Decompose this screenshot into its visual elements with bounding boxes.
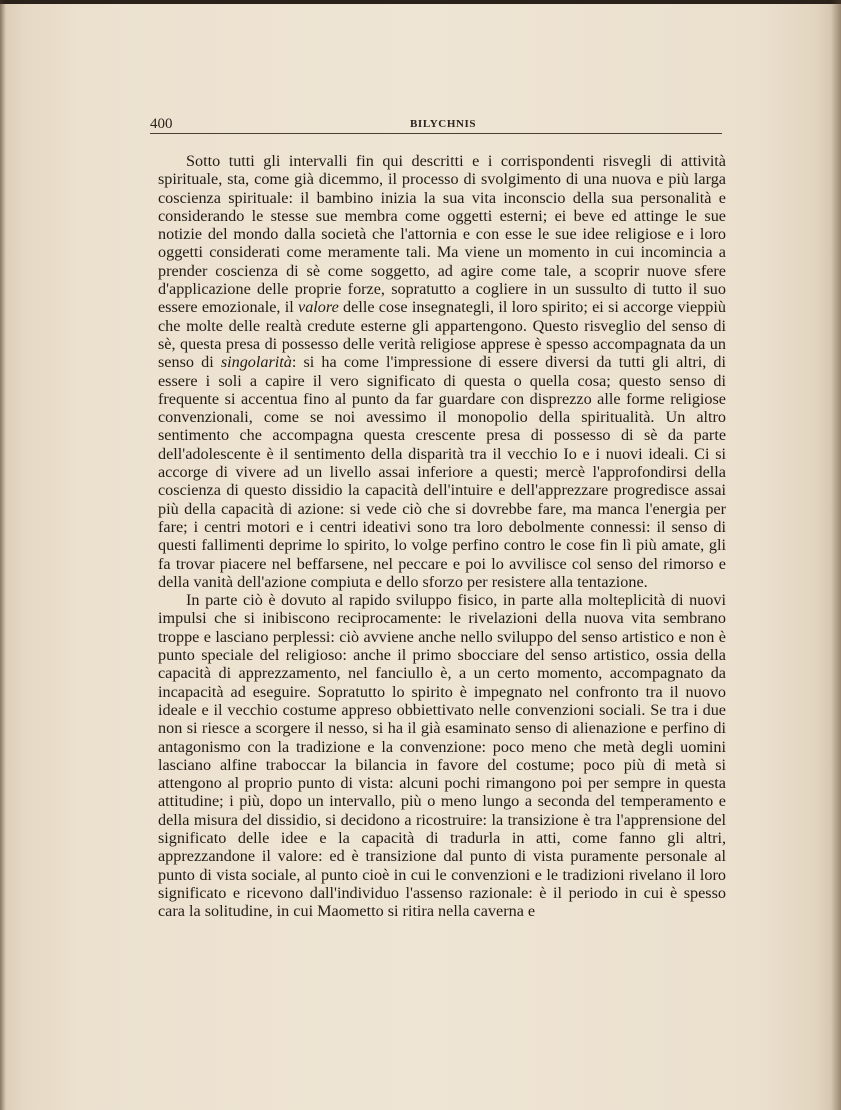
paragraph-1 [158, 152, 726, 591]
paragraph-1-text: : si ha come l'impressione di essere diversi da tutti gli altri, di essere i soli a capire il vero significato di questa o quella cosa; questo senso di frequente si accentua fino al punto da far guardare con disprezzo alle forme religiose convenzionali, come se noi avessimo il monopolio della spiritualità. Un altro sentimento che accompagna questa crescente presa di possesso di sè da parte dell'adolescente è il sentimento della disparità tra il vecchio Io e i nuovi ideali. Ci si accorge di vivere ad un livello assai inferiore a questi; mercè l'approfondirsi della coscienza di questo dissidio la capacità dell'intuire e dell'apprezzare progredisce assai più della capacità di azione: si vede ciò che si dovrebbe fare, ma manca l'energia per fare; i centri motori e i centri ideativi sono tra loro debolmente connessi: il senso di questi fallimenti deprime lo spirito, lo volge perfino contro le cose fin lì più amate, gli fa trovar piacere nel beffarsene, nel peccare e poi lo avvilisce col senso del rimorso e della vanità dell'azione compiuta e dello sforzo per resistere alla tentazione. [158, 353, 726, 591]
body-text [158, 152, 726, 920]
page-top-edge [0, 0, 841, 4]
page-left-shadow [0, 0, 6, 1110]
paragraph-1-text: Sotto tutti gli intervalli fin qui descritti e i corrispondenti risvegli di attività spirituale, sta, come già dicemmo, il processo di svolgimento di una nuova e più larga coscienza spirituale: il bambino inizia la sua vita inconscio della sua personalità e considerando le stesse sue membra come oggetti esterni; ei beve ed attinge le sue notizie del mondo dalla società che l'attornia e con esse le sue idee religiose e i loro oggetti considerati come meramente tali. Ma viene un momento in cui incomincia a prender coscienza di sè come soggetto, ad agire come tale, a scoprir nuove sfere d'applicazione delle proprie forze, sopratutto a cogliere in un sussulto di tutto il suo essere emozionale, il [158, 152, 726, 317]
paragraph-1-text: delle cose insegnategli, il loro spirito; ei si accorge vieppiù che molte delle realtà credute esterne gli appartengono. Questo risveglio del senso di sè, questa presa di possesso delle verità religiose apprese è spesso accompagnata da un senso di [158, 298, 726, 372]
paragraph-1-italic-valore: valore [298, 298, 339, 317]
page-right-shadow [831, 0, 841, 1110]
paragraph-2 [158, 591, 726, 920]
paragraph-1-italic-singolarita: singolarità [220, 353, 292, 372]
header-rule [150, 133, 722, 134]
page-number: 400 [150, 116, 173, 132]
paragraph-2-text: In parte ciò è dovuto al rapido sviluppo fisico, in parte alla molteplicità di nuovi impulsi che si inibiscono reciprocamente: le rivelazioni della nuova vita sembrano troppe e lasciano perplessi: ciò avviene anche nello sviluppo del senso artistico e non è punto speciale del religioso: anche il primo sbocciare del senso artistico, ossia della capacità di apprezzamento, nel fanciullo è, a un certo momento, accompagnato da incapacità ad eseguire. Sopratutto lo spirito è impegnato nel confronto tra il nuovo ideale e il vecchio costume appreso obbiettivato nelle convenzioni sociali. Se tra i due non si riesce a scorgere il nesso, si ha il già esaminato senso di alienazione e perfino di antagonismo con la tradizione e la convenzione: poco meno che metà degli uomini lasciano alfine traboccar la bilancia in favore del costume; poco più di metà si attengono al proprio punto di vista: alcuni pochi rimangono poi per sempre in questa attitudine; i più, dopo un intervallo, più o meno lungo a seconda del temperamento e della misura del dissidio, si decidono a ricostruire: la transizione è tra l'apprensione del significato delle idee e la capacità di tradurla in atti, come fanno gli altri, apprezzandone il valore: ed è transizione dal punto di vista puramente personale al punto di vista sociale, al punto cioè in cui le convenzioni e le tradizioni rivelano il loro significato e ricevono dall'individuo l'assenso razionale: è il periodo in cui è spesso cara la solitudine, in cui Maometto si ritira nella caverna e [158, 591, 726, 921]
running-head: BILYCHNIS [410, 118, 477, 130]
